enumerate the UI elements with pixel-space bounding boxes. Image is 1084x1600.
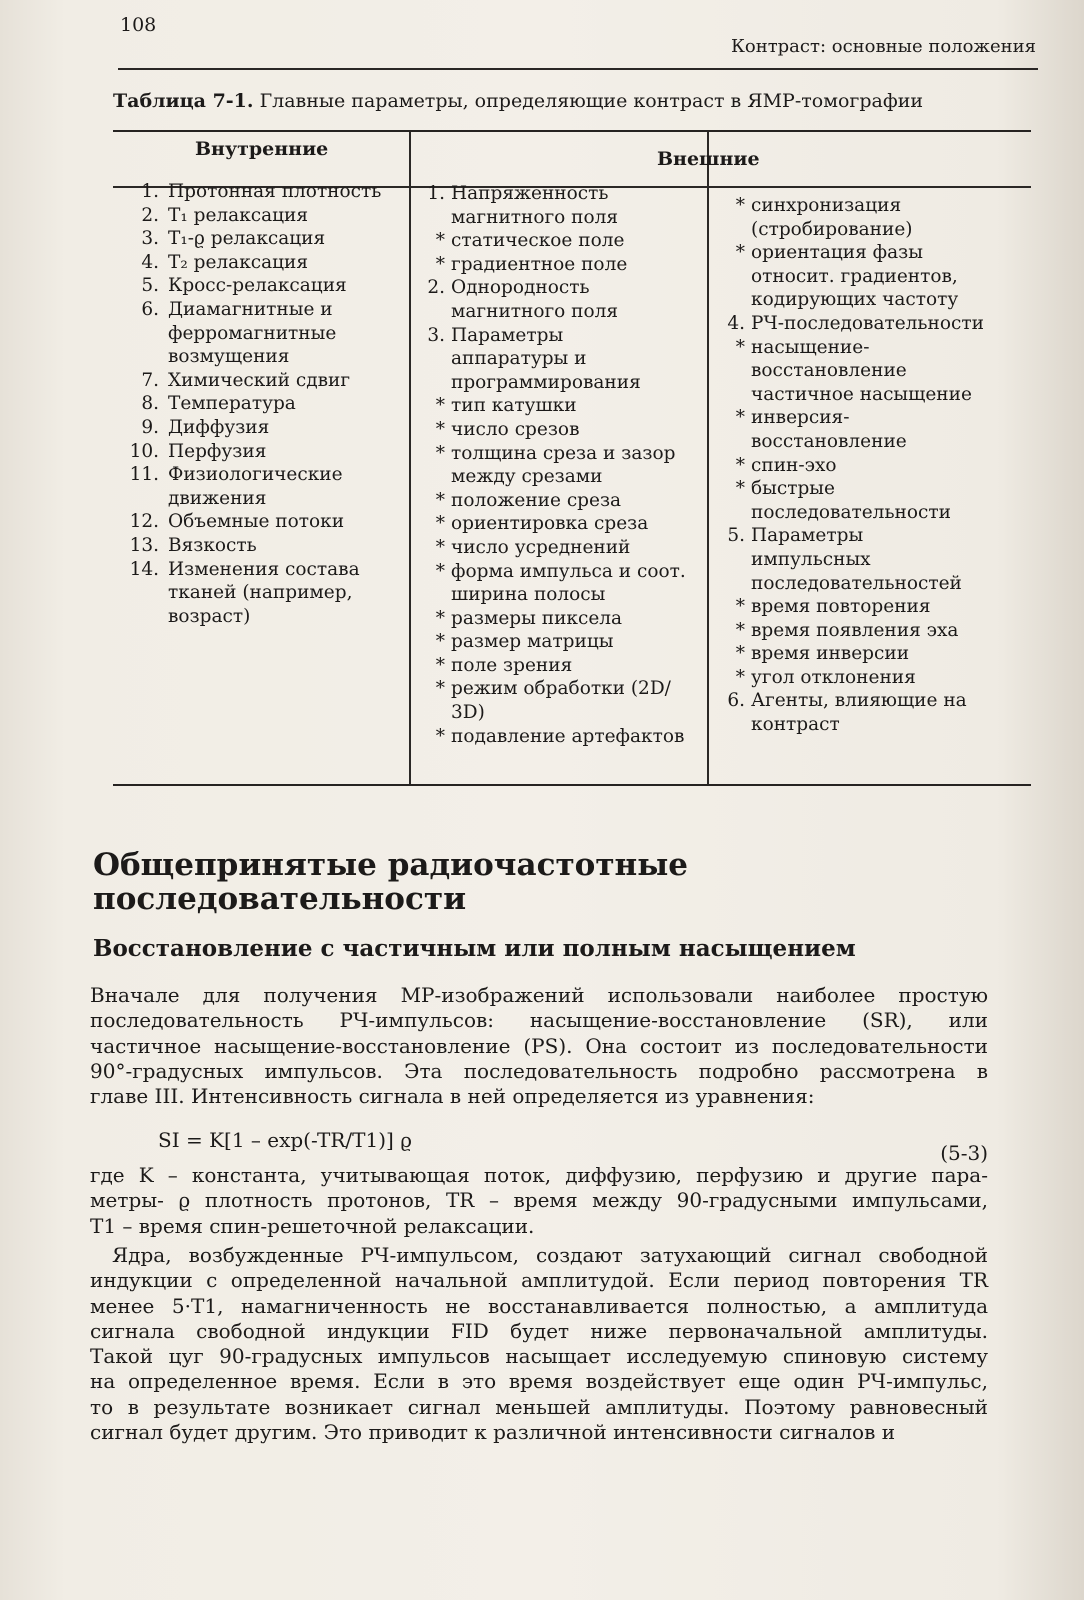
item-text: инверсия- восстановление <box>751 407 907 452</box>
section-heading <box>93 848 688 916</box>
item-marker: * <box>735 619 745 641</box>
external-param-item <box>413 607 707 631</box>
item-text: Изменения состава тканей (например, возраст) <box>168 558 360 627</box>
item-text: положение среза <box>451 489 622 511</box>
external-param-item <box>413 253 707 277</box>
external-param-item <box>413 394 707 418</box>
item-marker: 4. <box>141 251 159 273</box>
internal-param-item <box>119 274 404 298</box>
paragraph-definitions <box>90 1163 988 1239</box>
external-param-item <box>713 689 1029 736</box>
external-param-item <box>713 477 1029 524</box>
item-text: ориентация фазы относит. градиентов, кодирующих частоту <box>751 242 959 311</box>
internal-param-item <box>119 416 404 440</box>
text-line: индукции с определенной начальной амплитудой. Если период повторения TR <box>90 1268 988 1293</box>
external-param-item <box>713 406 1029 453</box>
item-text: ориентировка среза <box>451 513 649 535</box>
item-text: форма импульса и соот. ширина полосы <box>451 560 686 606</box>
external-params-column-a <box>413 182 707 748</box>
text-line: на определенное время. Если в это время воздействует еще один РЧ-импульс, <box>90 1369 988 1394</box>
item-marker: * <box>435 513 445 535</box>
text-line: Ядра, возбужденные РЧ-импульсом, создают затухающий сигнал свободной <box>112 1243 988 1267</box>
item-marker: 3. <box>141 228 159 250</box>
external-param-item <box>713 194 1029 241</box>
item-text: толщина среза и зазор между срезами <box>451 442 676 488</box>
internal-param-item <box>119 298 404 369</box>
item-text: РЧ-последовательности <box>751 312 984 334</box>
item-marker: * <box>435 230 445 252</box>
item-text: T₁ релаксация <box>168 204 309 226</box>
item-marker: * <box>435 418 445 440</box>
item-marker: * <box>435 654 445 676</box>
col-header-internal: Внутренние <box>195 138 329 160</box>
external-param-item <box>413 512 707 536</box>
item-marker: 5. <box>727 525 745 547</box>
item-marker: * <box>735 336 745 358</box>
external-param-item <box>413 677 707 724</box>
equation-number: (5-3) <box>940 1141 988 1165</box>
internal-params-column <box>119 180 404 628</box>
running-head: Контраст: основные положения <box>730 36 1036 57</box>
item-text: угол отклонения <box>751 666 916 688</box>
item-marker: * <box>435 395 445 417</box>
table-caption <box>113 90 923 112</box>
item-text: насыщение- восстановление частичное насыщение <box>751 336 972 405</box>
external-param-item <box>713 666 1029 690</box>
item-text: статическое поле <box>451 230 625 252</box>
item-text: размер матрицы <box>451 631 614 653</box>
item-marker: 2. <box>141 204 159 226</box>
internal-param-item <box>119 392 404 416</box>
item-marker: * <box>735 242 745 264</box>
external-param-item <box>713 595 1029 619</box>
external-params-column-b <box>713 194 1029 737</box>
item-text: Напряженность магнитного поля <box>451 183 619 228</box>
external-param-item <box>713 524 1029 595</box>
text-line: Вначале для получения МР-изображений использовали наиболее простую <box>90 983 988 1007</box>
item-text: T₁-ϱ релаксация <box>168 228 326 250</box>
internal-param-item <box>119 251 404 275</box>
item-text: Кросс-релаксация <box>168 275 347 297</box>
internal-param-item <box>119 180 404 204</box>
external-param-item <box>413 442 707 489</box>
item-text: подавление артефактов <box>451 725 685 747</box>
item-marker: * <box>435 536 445 558</box>
item-marker: 8. <box>141 393 159 415</box>
text-line: где K – константа, учитывающая поток, диффузию, перфузию и другие пара- <box>90 1163 988 1187</box>
paragraph-body <box>90 1243 988 1445</box>
item-text: число срезов <box>451 418 580 440</box>
item-marker: * <box>435 678 445 700</box>
item-marker: 12. <box>129 511 159 533</box>
internal-param-item <box>119 558 404 629</box>
internal-param-item <box>119 440 404 464</box>
item-text: Диамагнитные и ферромагнитные возмущения <box>168 298 337 368</box>
external-param-item <box>713 336 1029 407</box>
item-marker: * <box>435 442 445 464</box>
item-marker: 10. <box>129 440 159 462</box>
item-marker: * <box>735 407 745 429</box>
item-marker: 14. <box>129 558 159 580</box>
col-header-external: Внешние <box>657 148 760 170</box>
item-text: Диффузия <box>168 416 270 438</box>
item-marker: * <box>435 725 445 747</box>
internal-param-item <box>119 510 404 534</box>
header-rule <box>118 68 1038 70</box>
external-param-item <box>413 229 707 253</box>
item-text: Вязкость <box>168 534 257 556</box>
item-marker: * <box>435 489 445 511</box>
text-line: последовательность РЧ-импульсов: насыщение-восстановление (SR), или <box>90 1008 988 1033</box>
item-text: Объемные потоки <box>168 511 345 533</box>
external-param-item <box>713 241 1029 312</box>
item-text: тип катушки <box>451 395 577 417</box>
internal-param-item <box>119 227 404 251</box>
external-param-item <box>713 454 1029 478</box>
item-marker: * <box>735 454 745 476</box>
item-marker: * <box>735 666 745 688</box>
item-marker: * <box>435 607 445 629</box>
item-marker: * <box>735 478 745 500</box>
item-text: Параметры импульсных последовательностей <box>751 525 962 594</box>
item-text: быстрые последовательности <box>751 478 951 523</box>
external-param-item <box>713 619 1029 643</box>
item-marker: * <box>435 560 445 582</box>
item-text: время инверсии <box>751 643 910 665</box>
item-text: синхронизация (стробирование) <box>751 195 913 240</box>
item-text: T₂ релаксация <box>168 251 309 273</box>
item-marker: 9. <box>141 416 159 438</box>
item-text: Параметры аппаратуры и программирования <box>451 324 641 393</box>
text-line: то в результате возникает сигнал меньшей амплитуды. Поэтому равновесный <box>90 1394 988 1419</box>
text-line: Такой цуг 90-градусных импульсов насыщает исследуемую спиновую систему <box>90 1344 988 1369</box>
item-marker: * <box>435 253 445 275</box>
item-marker: * <box>435 631 445 653</box>
internal-param-item <box>119 369 404 393</box>
external-param-item <box>413 418 707 442</box>
text-line: сигнала свободной индукции FID будет ниже первоначальной амплитуды. <box>90 1318 988 1343</box>
item-marker: 13. <box>129 534 159 556</box>
external-param-item <box>713 642 1029 666</box>
item-marker: 6. <box>727 690 745 712</box>
external-param-item <box>413 725 707 749</box>
subsection-heading: Восстановление с частичным или полным насыщением <box>93 935 856 962</box>
parameters-table <box>113 130 1031 786</box>
item-text: Физиологические движения <box>168 464 343 509</box>
external-param-item <box>413 536 707 560</box>
item-marker: 1. <box>427 183 445 204</box>
external-param-item <box>713 312 1029 336</box>
column-divider <box>409 132 411 784</box>
item-text: Химический сдвиг <box>168 369 351 391</box>
item-text: размеры пиксела <box>451 607 623 629</box>
item-text: Агенты, влияющие на контраст <box>751 690 967 736</box>
paragraph-intro <box>90 983 988 1109</box>
item-marker: 3. <box>427 324 445 346</box>
internal-param-item <box>119 204 404 228</box>
internal-param-item <box>119 463 404 510</box>
item-text: режим обработки (2D/ 3D) <box>451 678 671 724</box>
external-param-item <box>413 654 707 678</box>
external-param-item <box>413 489 707 513</box>
item-text: время повторения <box>751 596 931 618</box>
item-marker: 11. <box>129 464 159 486</box>
item-text: время появления эха <box>751 619 959 641</box>
text-line: T1 – время спин-решеточной релаксации. <box>90 1213 535 1238</box>
item-text: Температура <box>168 393 296 415</box>
item-text: Перфузия <box>168 440 267 462</box>
item-text: градиентное поле <box>451 253 628 275</box>
external-param-item <box>413 276 707 323</box>
external-param-item <box>413 182 707 229</box>
external-param-item <box>413 560 707 607</box>
item-marker: * <box>735 643 745 665</box>
text-line: метры- ϱ плотность протонов, TR – время между 90-градусными импульсами, <box>90 1188 988 1213</box>
internal-param-item <box>119 534 404 558</box>
signal-formula: SI = K[1 – exp(-TR/T1)] ϱ <box>158 1128 412 1152</box>
text-line: сигнал будет другим. Это приводит к различной интенсивности сигналов и <box>90 1420 896 1445</box>
section-heading-line1: Общепринятые радиочастотные <box>93 847 689 883</box>
item-marker: 7. <box>141 369 159 391</box>
table-caption-label: Таблица 7-1. <box>113 90 254 112</box>
column-divider <box>707 132 709 784</box>
item-marker: 4. <box>727 312 745 334</box>
item-text: поле зрения <box>451 654 573 676</box>
text-line: частичное насыщение-восстановление (PS). Она состоит из последовательности <box>90 1033 988 1058</box>
external-param-item <box>413 630 707 654</box>
section-heading-line2: последовательности <box>93 881 467 917</box>
external-param-item <box>413 324 707 395</box>
page-number: 108 <box>120 14 157 36</box>
item-marker: 6. <box>141 298 159 320</box>
item-marker: 1. <box>141 181 159 202</box>
item-marker: * <box>735 596 745 618</box>
item-marker: * <box>735 195 745 216</box>
item-text: спин-эхо <box>751 454 837 476</box>
item-marker: 2. <box>427 277 445 299</box>
item-text: Однородность магнитного поля <box>451 277 619 322</box>
table-caption-text: Главные параметры, определяющие контраст в ЯМР-томографии <box>259 90 924 112</box>
text-line: 90°-градусных импульсов. Эта последовательность подробно рассмотрена в <box>90 1058 988 1083</box>
item-marker: 5. <box>141 275 159 297</box>
text-line: менее 5·T1, намагниченность не восстанавливается полностью, а амплитуда <box>90 1293 988 1318</box>
item-text: число усреднений <box>451 536 631 558</box>
text-line: главе III. Интенсивность сигнала в ней определяется из уравнения: <box>90 1084 815 1109</box>
item-text: Протонная плотность <box>168 181 382 202</box>
